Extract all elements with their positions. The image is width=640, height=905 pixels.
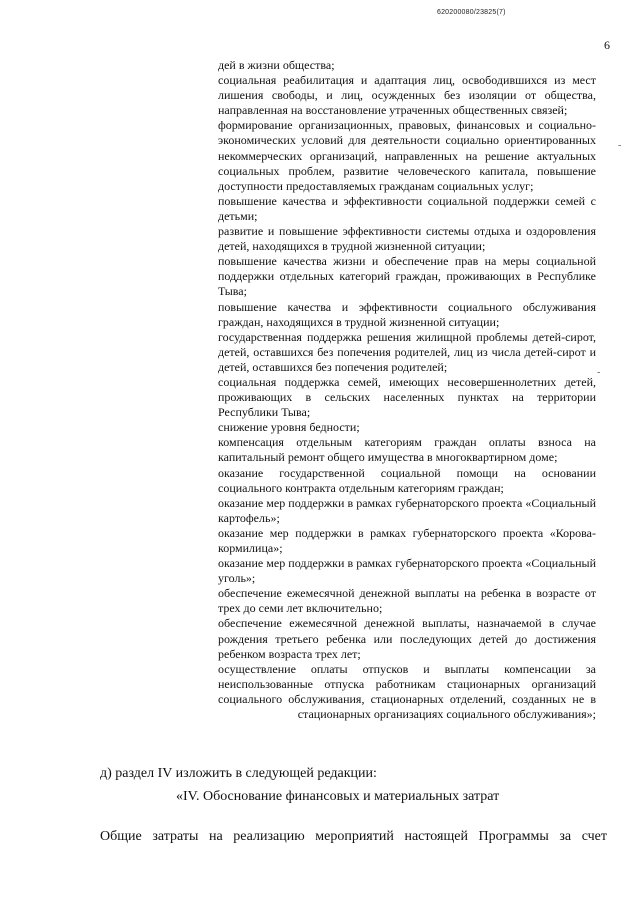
list-item: развитие и повышение эффективности системы отдыха и оздоровления детей, находящихся в трудной жизненной ситуации; bbox=[218, 224, 596, 254]
body-paragraph: Общие затраты на реализацию мероприятий настоящей Программы за счет bbox=[100, 829, 607, 844]
document-id: 620200080/23825(7) bbox=[437, 9, 506, 16]
list-item: дей в жизни общества; bbox=[218, 58, 335, 72]
list-item: оказание государственной социальной помощи на основании социального контракта отдельным категориям граждан; bbox=[218, 465, 596, 495]
list-item: оказание мер поддержки в рамках губернаторского проекта «Социальный картофель»; bbox=[218, 495, 596, 525]
goals-list bbox=[218, 58, 596, 722]
list-item: социальная поддержка семей, имеющих несовершеннолетних детей, проживающих в сельских населенных пунктах на территории Республики Тыва; bbox=[218, 374, 596, 420]
list-item: государственная поддержка решения жилищной проблемы детей-сирот, детей, оставшихся без попечения родителей, лиц из числа детей-сирот и детей, оставшихся без попечения родителей; bbox=[218, 329, 596, 374]
list-item: компенсация отдельным категориям граждан оплаты взноса на капитальный ремонт общего имущества в многоквартирном доме; bbox=[218, 435, 596, 465]
list-item: формирование организационных, правовых, финансовых и социально-экономических условий для деятельности социально ориентированных некоммерческих организаций, направленных на решение актуальных социальных проблем, развитие человеческого капитала, повышение доступности предоставляемых гражданам социальных услуг; bbox=[218, 118, 596, 193]
list-item: осуществление оплаты отпусков и выплаты компенсации за неиспользованные отпуска работникам стационарных организаций социального обслуживания, стационарных отделений, созданных не в стационарных организациях социального обслуживания»; bbox=[218, 661, 596, 722]
list-item: обеспечение ежемесячной денежной выплаты на ребенка в возрасте от трех до семи лет включительно; bbox=[218, 586, 596, 616]
page-number: 6 bbox=[604, 38, 610, 52]
list-item: повышение качества жизни и обеспечение прав на меры социальной поддержки отдельных категорий граждан, проживающих в Республике Тыва; bbox=[218, 254, 596, 299]
list-item: социальная реабилитация и адаптация лиц, освободившихся из мест лишения свободы, и лиц, осужденных без изоляции от общества, направленная на восстановление утраченных общественных связей; bbox=[218, 73, 596, 118]
list-item: повышение качества и эффективности социальной поддержки семей с детьми; bbox=[218, 193, 596, 223]
list-item: обеспечение ежемесячной денежной выплаты, назначаемой в случае рождения третьего ребенка или последующих детей до достижения ребенком возраста трех лет; bbox=[218, 616, 596, 661]
list-item: оказание мер поддержки в рамках губернаторского проекта «Корова-кормилица»; bbox=[218, 525, 596, 555]
amendment-line: д) раздел IV изложить в следующей редакции: bbox=[100, 766, 377, 781]
scan-mark: - bbox=[597, 367, 601, 378]
section-title: «IV. Обоснование финансовых и материальных затрат bbox=[176, 789, 500, 804]
list-item: оказание мер поддержки в рамках губернаторского проекта «Социальный уголь»; bbox=[218, 556, 596, 586]
list-item: снижение уровня бедности; bbox=[218, 420, 360, 435]
scan-mark: - bbox=[618, 140, 622, 151]
list-item: повышение качества и эффективности социального обслуживания граждан, находящихся в трудной жизненной ситуации; bbox=[218, 299, 596, 329]
